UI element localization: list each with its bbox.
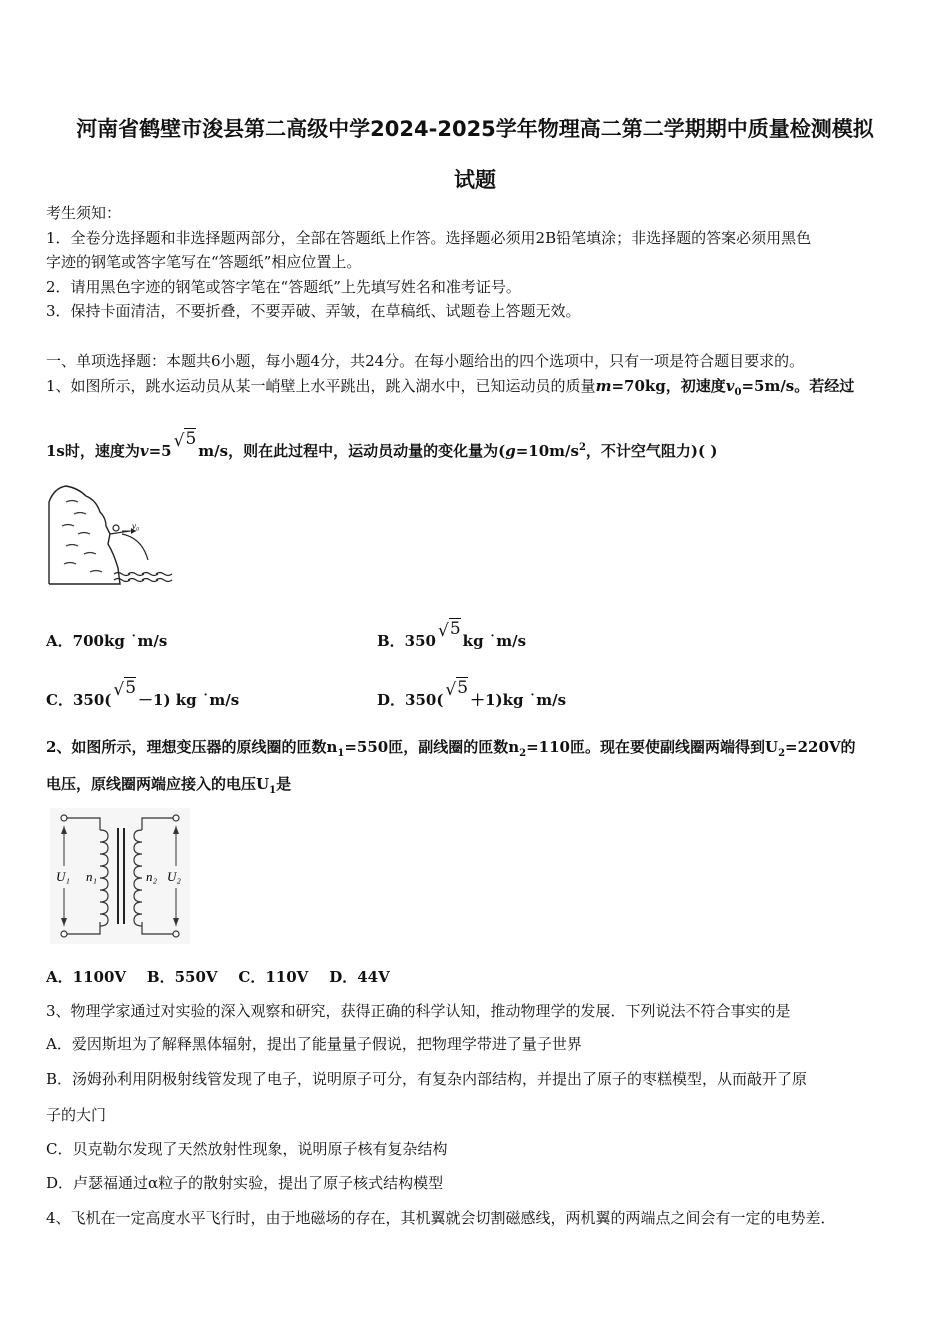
q2-sub: 2 bbox=[519, 748, 527, 759]
notice-item: 3．保持卡面清洁，不要折叠，不要弄破、弄皱，在草稿纸、试题卷上答题无效。 bbox=[46, 302, 581, 320]
q1-text: 1s时，速度为 bbox=[46, 442, 140, 460]
q3-option-b-cont: 子的大门 bbox=[46, 1106, 107, 1124]
option-text: D．350( bbox=[377, 691, 444, 709]
notice-item: 2．请用黑色字迹的钢笔或答字笔在“答题纸”上先填写姓名和准考证号。 bbox=[46, 278, 521, 296]
cliff-diver-figure bbox=[44, 482, 184, 590]
option-text: －1) kg ˙m/s bbox=[138, 691, 240, 709]
q3-option-c[interactable]: C．贝克勒尔发现了天然放射性现象，说明原子核有复杂结构 bbox=[46, 1140, 448, 1158]
q2-options[interactable]: A．1100V B．550V C．110V D．44V bbox=[46, 968, 390, 986]
option-text: C．350( bbox=[46, 691, 112, 709]
q2-sub: 1 bbox=[337, 748, 345, 759]
q1-text: =70kg，初速度 bbox=[611, 377, 726, 395]
q3-stem: 3、物理学家通过对实验的深入观察和研究，获得正确的科学认知，推动物理学的发展．下列说法不符合事实的是 bbox=[46, 1002, 791, 1020]
u2-label: U₂ bbox=[167, 869, 181, 884]
q1-stem-line1 bbox=[46, 376, 854, 403]
q2-text: =110匝。现在要使副线圈两端得到U bbox=[526, 738, 779, 756]
transformer-figure bbox=[50, 808, 190, 944]
page-title-line2: 试题 bbox=[454, 168, 496, 192]
notice-heading: 考生须知： bbox=[46, 204, 122, 222]
q1-sub: 0 bbox=[734, 387, 742, 398]
q1-text: =10m/s bbox=[515, 442, 579, 460]
q1-stem-line2 bbox=[46, 429, 718, 461]
q2-stem-line1 bbox=[46, 737, 856, 764]
q2-text: =550匝，副线圈的匝数n bbox=[344, 738, 520, 756]
q2-sub: 2 bbox=[778, 748, 786, 759]
q2-text: 是 bbox=[276, 775, 292, 793]
q4-stem: 4、飞机在一定高度水平飞行时，由于地磁场的存在，其机翼就会切割磁感线，两机翼的两端点之间会有一定的电势差． bbox=[46, 1209, 836, 1227]
diver-figure bbox=[113, 525, 119, 531]
n1-label: n₁ bbox=[86, 869, 98, 884]
section-heading: 一、单项选择题：本题共6小题，每小题4分，共24分。在每小题给出的四个选项中，只有一项是符合题目要求的。 bbox=[46, 352, 805, 370]
option-text: kg ˙m/s bbox=[462, 632, 527, 650]
q3-option-d[interactable]: D．卢瑟福通过α粒子的散射实验，提出了原子核式结构模型 bbox=[46, 1174, 444, 1192]
sqrt-symbol: √5 bbox=[445, 678, 469, 700]
q1-option-c[interactable] bbox=[46, 678, 240, 710]
q1-option-d[interactable] bbox=[377, 678, 567, 710]
q1-text: ，不计空气阻力)( ) bbox=[585, 442, 718, 460]
sqrt-symbol: √5 bbox=[438, 619, 461, 641]
notice-item: 1．全卷分选择题和非选择题两部分，全部在答题纸上作答。选择题必须用2B铅笔填涂；非选择题的答案必须用黑色 bbox=[46, 229, 812, 247]
q2-sub: 1 bbox=[269, 785, 277, 796]
q1-option-a[interactable]: A．700kg ˙m/s bbox=[46, 632, 168, 650]
option-text: B．350 bbox=[377, 632, 436, 650]
q1-var-v: v bbox=[139, 442, 149, 460]
q1-var-m: m bbox=[595, 377, 612, 395]
n2-label: n₂ bbox=[146, 869, 158, 884]
q2-text: 电压，原线圈两端应接入的电压U bbox=[46, 775, 270, 793]
notice-item: 字迹的钢笔或答字笔写在“答题纸”相应位置上。 bbox=[46, 253, 362, 271]
q2-stem-line2 bbox=[46, 774, 291, 801]
q2-text: 2、如图所示，理想变压器的原线圈的匝数n bbox=[46, 738, 338, 756]
q1-var-g: g bbox=[505, 442, 516, 460]
q3-option-a[interactable]: A．爱因斯坦为了解释黑体辐射，提出了能量量子假说，把物理学带进了量子世界 bbox=[46, 1035, 582, 1053]
sqrt-symbol: √5 bbox=[113, 678, 137, 700]
q1-option-b[interactable] bbox=[377, 619, 527, 651]
q1-sup: 2 bbox=[578, 442, 586, 453]
u1-label: U₁ bbox=[56, 869, 70, 884]
q2-text: =220V的 bbox=[785, 738, 856, 756]
q1-text: m/s，则在此过程中，运动员动量的变化量为( bbox=[198, 442, 506, 460]
q1-text: 1、如图所示，跳水运动员从某一峭壁上水平跳出，跳入湖水中，已知运动员的质量 bbox=[46, 377, 596, 395]
sqrt-symbol: √5 bbox=[173, 429, 197, 451]
q1-text: =5m/s。若经过 bbox=[741, 377, 855, 395]
v0-label: v₀ bbox=[132, 521, 140, 531]
page-title-line1: 河南省鹤壁市浚县第二高级中学2024-2025学年物理高二第二学期期中质量检测模拟 bbox=[76, 117, 874, 141]
q1-var-v: v bbox=[725, 377, 735, 395]
q3-option-b[interactable]: B．汤姆孙利用阴极射线管发现了电子，说明原子可分，有复杂内部结构，并提出了原子的枣糕模型，从而敲开了原 bbox=[46, 1070, 808, 1088]
option-text: ＋1)kg ˙m/s bbox=[470, 691, 567, 709]
q1-text: =5 bbox=[148, 442, 172, 460]
